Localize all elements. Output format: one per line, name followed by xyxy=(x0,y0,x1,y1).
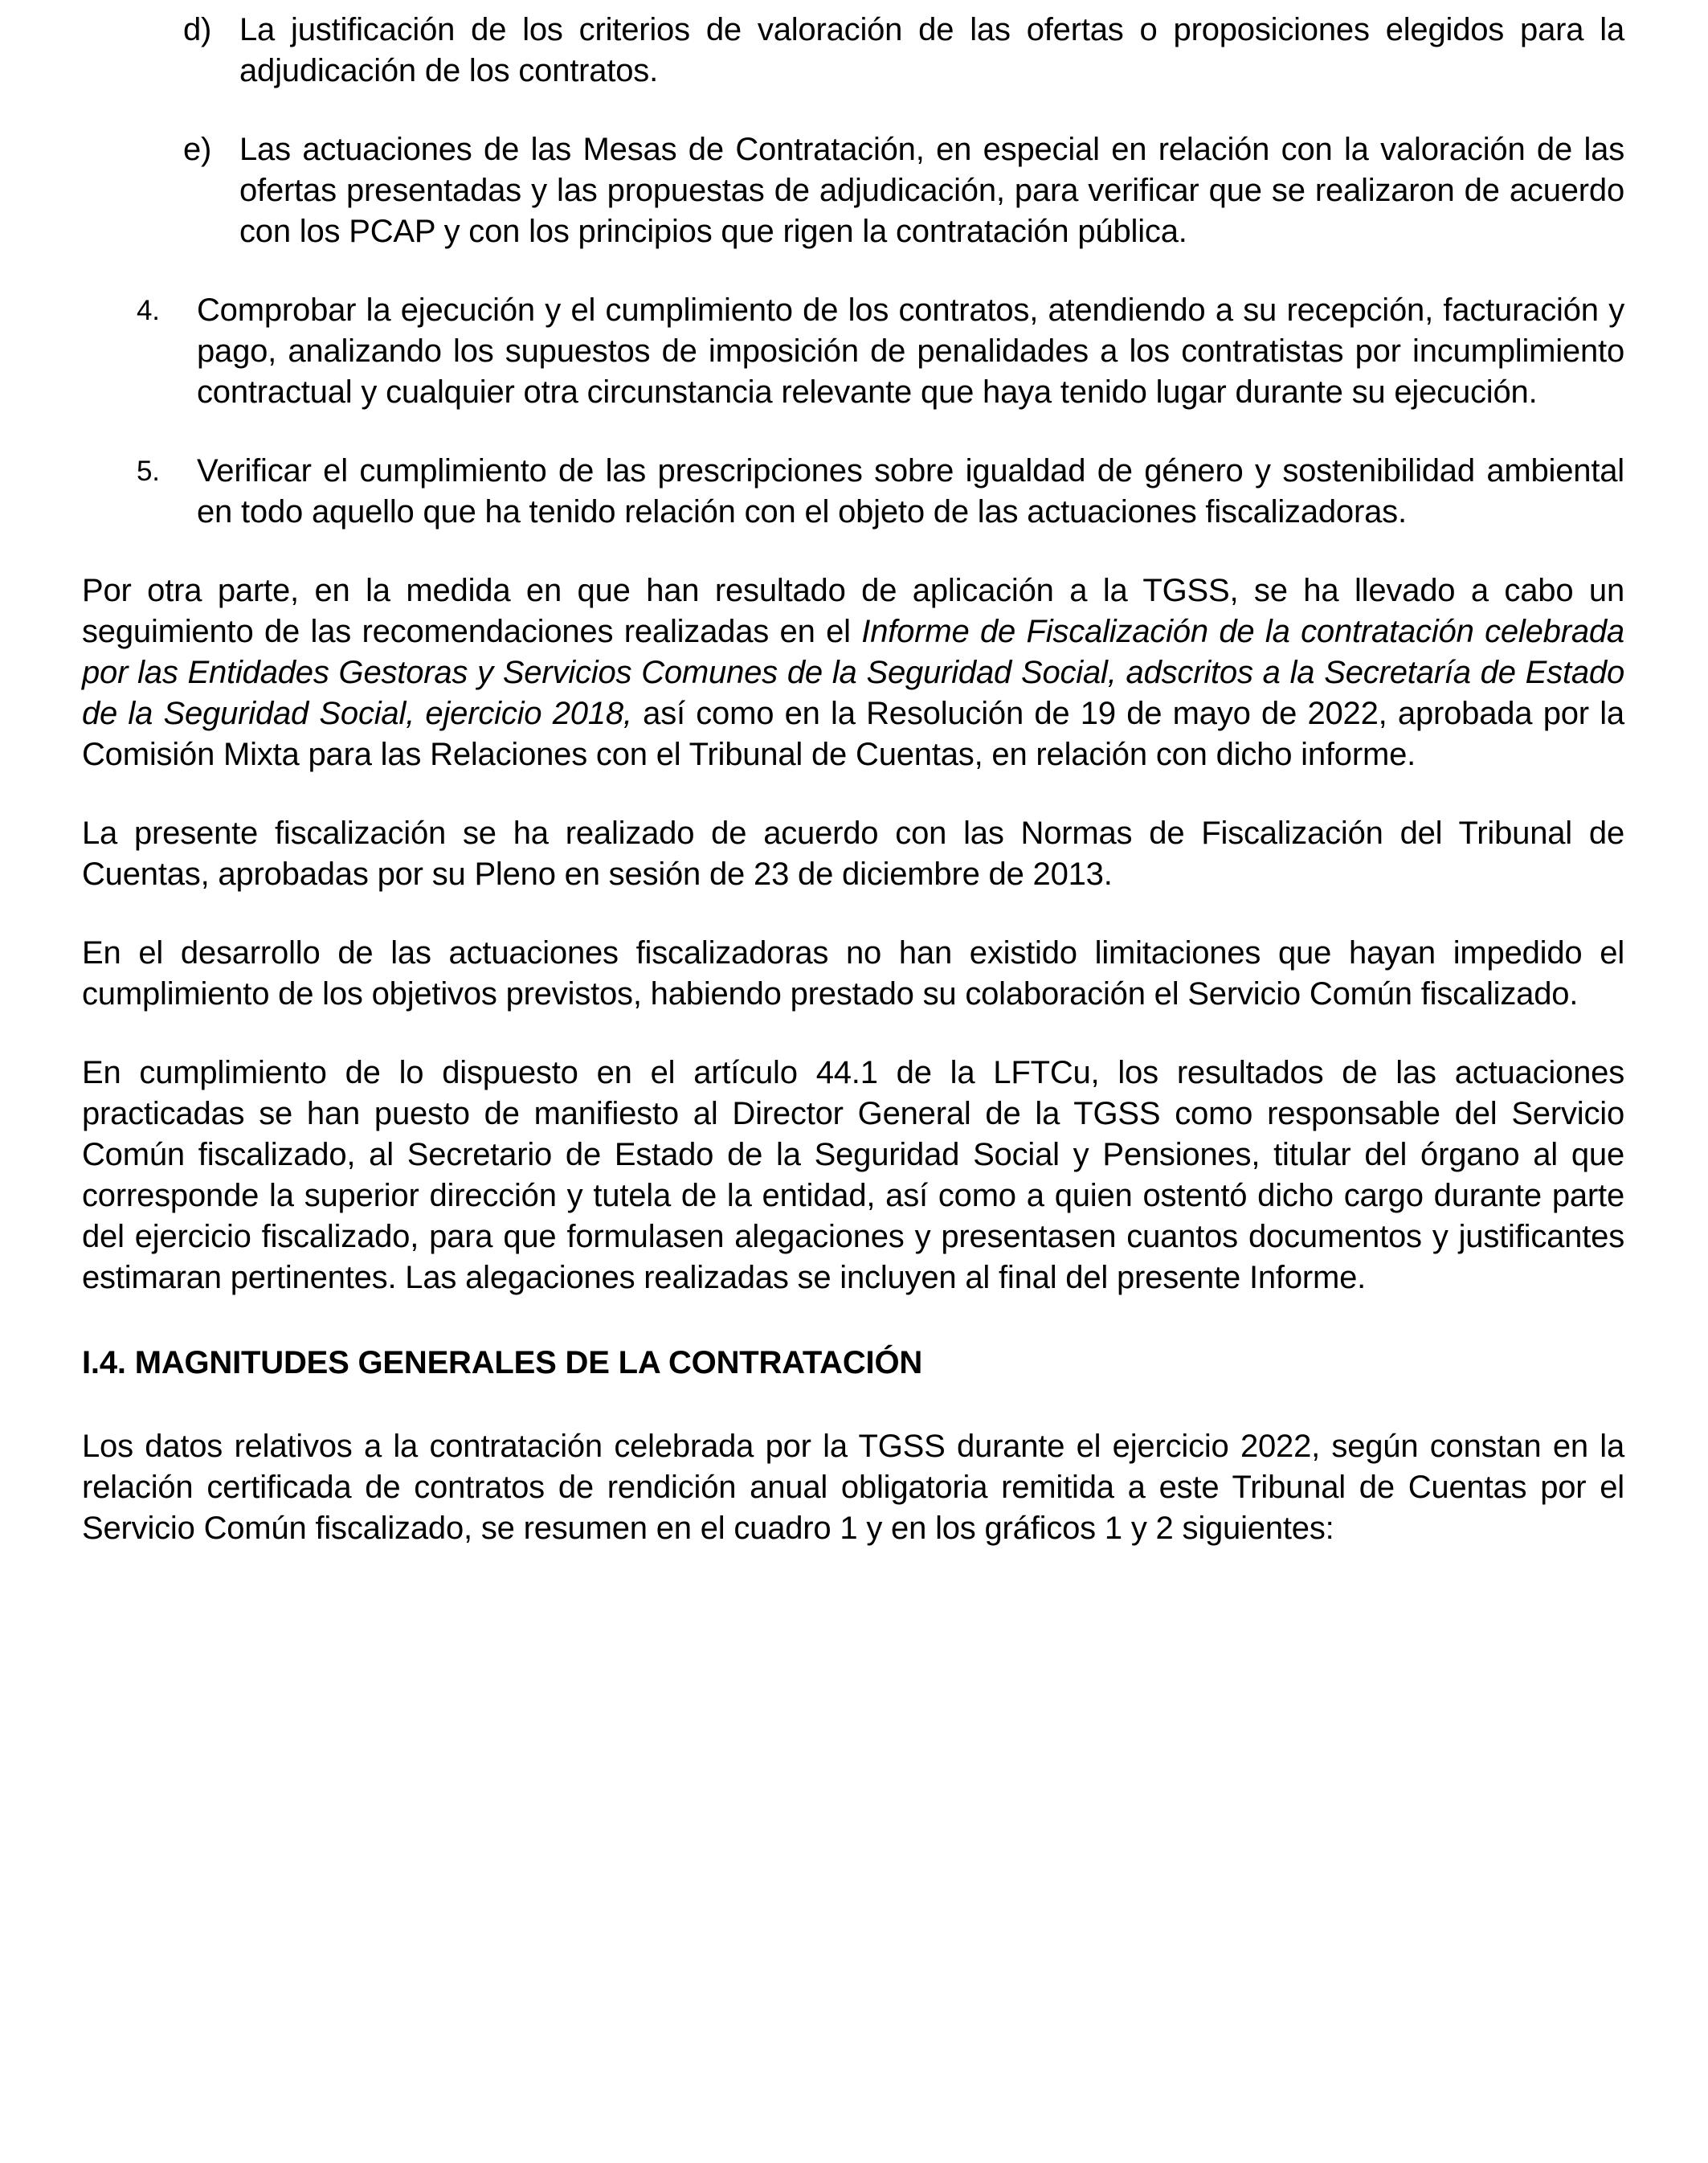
list-item-text: La justificación de los criterios de valoración de las ofertas o proposiciones elegidos para la adjudicación de los contratos. xyxy=(239,12,1624,88)
report-citation: Informe de Fiscalización de la contratación celebrada por las Entidades Gestoras y Servicios Comunes de la Seguridad Social, adscritos a la Secretaría de Estado de la Seguridad Social, ejercicio 2018, xyxy=(82,614,1624,731)
paragraph-text: Por otra parte, en la medida en que han resultado de aplicación a la TGSS, se ha llevado a cabo un seguimiento de las recomendaciones realizadas en el xyxy=(82,573,1624,649)
list-marker: 4. xyxy=(137,295,160,326)
paragraph-seguimiento xyxy=(82,570,1624,775)
paragraph-datos: Los datos relativos a la contratación celebrada por la TGSS durante el ejercicio 2022, según constan en la relación certificada de contratos de rendición anual obligatoria remitida a este Tribunal de Cuentas por el Servicio Común fiscalizado, se resumen en el cuadro 1 y en los gráficos 1 y 2 siguientes: xyxy=(82,1429,1624,1546)
list-item-text: Comprobar la ejecución y el cumplimiento de los contratos, atendiendo a su recepción, facturación y pago, analizando los supuestos de imposición de penalidades a los contratistas por incumplimiento contractual y cualquier otra circunstancia relevante que haya tenido lugar durante su ejecución. xyxy=(197,292,1624,410)
list-item-text: Las actuaciones de las Mesas de Contratación, en especial en relación con la valoración de las ofertas presentadas y las propuestas de adjudicación, para verificar que se realizaron de acuerdo con los PCAP y con los principios que rigen la contratación pública. xyxy=(239,132,1624,249)
paragraph-normas: La presente fiscalización se ha realizado de acuerdo con las Normas de Fiscalización del Tribunal de Cuentas, aprobadas por su Pleno en sesión de 23 de diciembre de 2013. xyxy=(82,816,1624,892)
paragraph-alegaciones: En cumplimiento de lo dispuesto en el artículo 44.1 de la LFTCu, los resultados de las actuaciones practicadas se han puesto de manifiesto al Director General de la TGSS como responsable del Servicio Común fiscalizado, al Secretario de Estado de la Seguridad Social y Pensiones, titular del órgano al que corresponde la superior dirección y tutela de la entidad, así como a quien ostentó dicho cargo durante parte del ejercicio fiscalizado, para que formulasen alegaciones y presentasen cuantos documentos y justificantes estimaran pertinentes. Las alegaciones realizadas se incluyen al final del presente Informe. xyxy=(82,1055,1624,1295)
paragraph-text: así como en la Resolución de 19 de mayo de 2022, aprobada por la Comisión Mixta para las Relaciones con el Tribunal de Cuentas, en relación con dicho informe. xyxy=(82,696,1624,772)
list-item-d xyxy=(183,10,1624,92)
section-heading: I.4. MAGNITUDES GENERALES DE LA CONTRATACIÓN xyxy=(82,1345,923,1380)
list-marker: e) xyxy=(183,132,212,167)
list-item-4 xyxy=(137,290,1624,413)
list-item-e xyxy=(183,129,1624,252)
list-marker: 5. xyxy=(137,456,160,487)
document-page xyxy=(82,10,1624,1549)
list-item-5 xyxy=(137,451,1624,533)
list-marker: d) xyxy=(183,12,212,47)
paragraph-limitaciones: En el desarrollo de las actuaciones fiscalizadoras no han existido limitaciones que hayan impedido el cumplimiento de los objetivos previstos, habiendo prestado su colaboración el Servicio Común fiscalizado. xyxy=(82,935,1624,1012)
list-item-text: Verificar el cumplimiento de las prescripciones sobre igualdad de género y sostenibilidad ambiental en todo aquello que ha tenido relación con el objeto de las actuaciones fiscalizadoras. xyxy=(197,453,1624,530)
